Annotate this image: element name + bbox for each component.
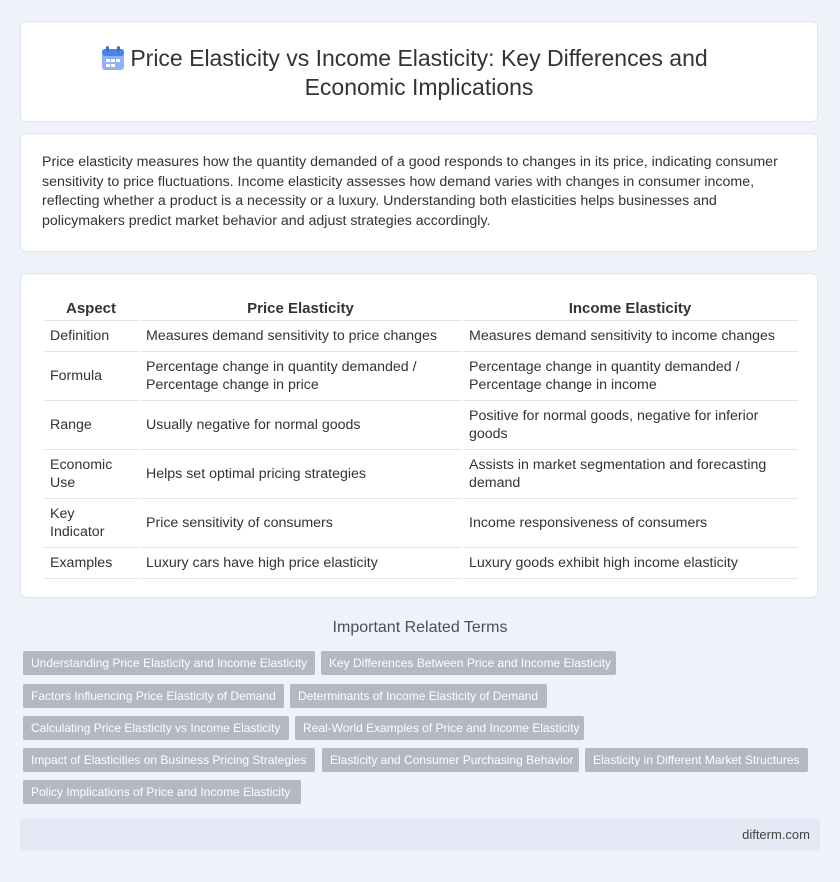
related-terms-heading: Important Related Terms <box>332 619 508 636</box>
related-term-tag[interactable]: Factors Influencing Price Elasticity of Demand <box>23 684 284 708</box>
table-row <box>43 352 798 401</box>
income-elasticity-cell: Assists in market segmentation and forecasting demand <box>462 450 798 499</box>
page-title: Price Elasticity vs Income Elasticity: Key Differences and Economic Implications <box>130 45 708 100</box>
comparison-table <box>42 296 798 579</box>
related-term-tag[interactable]: Key Differences Between Price and Income Elasticity <box>321 651 616 675</box>
price-elasticity-cell: Usually negative for normal goods <box>139 401 462 450</box>
related-term-tag[interactable]: Elasticity in Different Market Structures <box>585 748 808 772</box>
row-aspect-cell: Range <box>43 401 139 450</box>
related-term-tag[interactable]: Understanding Price Elasticity and Income Elasticity <box>23 651 315 675</box>
table-row <box>43 401 798 450</box>
related-term-tag[interactable]: Determinants of Income Elasticity of Demand <box>290 684 547 708</box>
related-term-tag[interactable]: Impact of Elasticities on Business Pricing Strategies <box>23 748 315 772</box>
row-aspect-cell: Formula <box>43 352 139 401</box>
price-elasticity-cell: Price sensitivity of consumers <box>139 499 462 548</box>
income-elasticity-cell: Income responsiveness of consumers <box>462 499 798 548</box>
intro-paragraph: Price elasticity measures how the quantity demanded of a good responds to changes in its price, indicating consumer sensitivity to price fluctuations. Income elasticity assesses how demand varies with changes in consumer income, reflecting whether a product is a necessity or a luxury. Understanding both elasticities helps businesses and policymakers predict market behavior and adjust strategies accordingly. <box>42 154 778 229</box>
table-header-row <box>43 296 798 321</box>
column-header-income-elasticity: Income Elasticity <box>462 296 798 321</box>
related-term-tag[interactable]: Real-World Examples of Price and Income Elasticity <box>295 716 584 740</box>
row-aspect-cell: Examples <box>43 548 139 579</box>
income-elasticity-cell: Luxury goods exhibit high income elasticity <box>462 548 798 579</box>
header-card <box>20 21 818 122</box>
row-aspect-cell: Key Indicator <box>43 499 139 548</box>
column-header-price-elasticity: Price Elasticity <box>139 296 462 321</box>
intro-card <box>20 133 818 252</box>
price-elasticity-cell: Helps set optimal pricing strategies <box>139 450 462 499</box>
income-elasticity-cell: Measures demand sensitivity to income changes <box>462 321 798 352</box>
income-elasticity-cell: Percentage change in quantity demanded / Percentage change in income <box>462 352 798 401</box>
price-elasticity-cell: Measures demand sensitivity to price changes <box>139 321 462 352</box>
table-row <box>43 499 798 548</box>
price-elasticity-cell: Luxury cars have high price elasticity <box>139 548 462 579</box>
column-header-aspect: Aspect <box>43 296 139 321</box>
price-elasticity-cell: Percentage change in quantity demanded / Percentage change in price <box>139 352 462 401</box>
related-term-tag[interactable]: Elasticity and Consumer Purchasing Behavior <box>322 748 579 772</box>
income-elasticity-cell: Positive for normal goods, negative for inferior goods <box>462 401 798 450</box>
row-aspect-cell: Definition <box>43 321 139 352</box>
table-row <box>43 321 798 352</box>
footer-bar <box>20 818 820 851</box>
table-row <box>43 450 798 499</box>
related-term-tag[interactable]: Calculating Price Elasticity vs Income Elasticity <box>23 716 289 740</box>
footer-site-link[interactable]: difterm.com <box>742 827 810 842</box>
table-row <box>43 548 798 579</box>
row-aspect-cell: Economic Use <box>43 450 139 499</box>
comparison-card <box>20 273 818 598</box>
related-term-tag[interactable]: Policy Implications of Price and Income Elasticity <box>23 780 301 804</box>
